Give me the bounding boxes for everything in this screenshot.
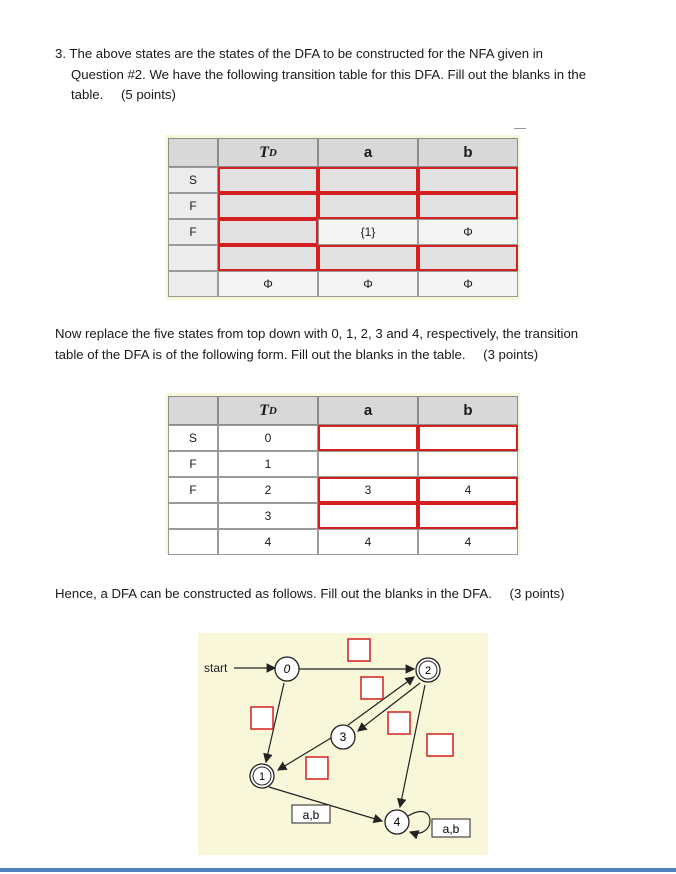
table1-cell-r1-a[interactable] [318,193,418,219]
edge-label-self-loop-4 [432,819,470,837]
table1-cell-r3-td[interactable] [218,245,318,271]
state-1 [250,764,274,788]
table2-header-a: a [318,396,418,425]
table2-header-b: b [418,396,518,425]
table2-header-td-sub: D [268,404,277,417]
transition-table-2 [165,393,520,555]
table1-cell-r2-s: F [168,219,218,245]
dfa-blank-0-1[interactable] [251,707,273,729]
table1-cell-r4-s [168,271,218,297]
table2-header-td [218,396,318,425]
table1-cell-r2-a: {1} [318,219,418,245]
state-4 [385,810,409,834]
table1-cell-r1-b[interactable] [418,193,518,219]
question-line-3-text: table. [71,87,104,102]
dfa-blank-2-3-lower[interactable] [388,712,410,734]
table2-cell-r0-b[interactable] [418,425,518,451]
paragraph-2 [55,324,655,365]
table1-cell-r0-b[interactable] [418,167,518,193]
state-1-label: 1 [258,771,266,783]
table2-cell-r0-td: 0 [218,425,318,451]
edge-label-1-4 [292,805,330,823]
table2-cell-r3-a[interactable] [318,503,418,529]
table1-cell-r3-a[interactable] [318,245,418,271]
table1-cell-r0-td[interactable] [218,167,318,193]
table2-cell-r2-a: 3 [318,477,418,503]
table2-cell-r1-s: F [168,451,218,477]
decorative-rule [514,128,526,129]
table1-cell-r4-b: Φ [418,271,518,297]
table2-cell-r4-a: 4 [318,529,418,555]
dfa-blank-3-2-upper[interactable] [361,677,383,699]
table2-cell-r1-b [418,451,518,477]
table2-cell-r1-a [318,451,418,477]
table2-header-td-letter: T [259,401,269,419]
state-0 [275,657,299,681]
state-2-label: 2 [424,665,432,677]
state-2 [416,658,440,682]
table1-header-td-sub: D [268,146,277,159]
paragraph-3-text: Hence, a DFA can be constructed as follows. Fill out the blanks in the DFA. [55,586,492,601]
transition-table-1 [165,135,520,300]
dfa-blank-2-4[interactable] [427,734,453,756]
table2-cell-r3-s [168,503,218,529]
table2-cell-r2-s: F [168,477,218,503]
table2-cell-r3-td: 3 [218,503,318,529]
self-loop-4 [408,812,430,834]
paragraph-3 [55,584,675,605]
state-4-label: 4 [393,815,401,829]
dfa-start-label: start [204,661,228,675]
edge-label-self-loop-4-text: a,b [442,822,460,836]
question-line-1: 3. The above states are the states of the DFA to be constructed for the NFA given in [55,46,543,61]
table2-cell-r0-s: S [168,425,218,451]
table1-cell-r4-a: Φ [318,271,418,297]
dfa-diagram [198,633,488,855]
paragraph-3-points: (3 points) [509,586,565,601]
table1-cell-r1-s: F [168,193,218,219]
table2-cell-r4-td: 4 [218,529,318,555]
state-3-label: 3 [339,730,347,744]
edge-2-4 [400,685,425,807]
table1-cell-r4-td: Φ [218,271,318,297]
table2-cell-r3-b[interactable] [418,503,518,529]
edge-label-1-4-text: a,b [302,808,320,822]
table2-cell-r0-a[interactable] [318,425,418,451]
table1-cell-r1-td[interactable] [218,193,318,219]
question-line-2: Question #2. We have the following transition table for this DFA. Fill out the blanks in the [71,66,587,82]
table1-cell-r2-td[interactable] [218,219,318,245]
page-bottom-accent-line [0,868,676,872]
state-0-label: 0 [283,662,291,676]
paragraph-2-points: (3 points) [483,346,539,362]
paragraph-2-line-2: table of the DFA is of the following form. Fill out the blanks in the table. [55,346,466,362]
table2-cell-r1-td: 1 [218,451,318,477]
table1-cell-r2-b: Φ [418,219,518,245]
table1-header-b: b [418,138,518,167]
table2-cell-r2-td: 2 [218,477,318,503]
state-3 [331,725,355,749]
table2-cell-r4-b: 4 [418,529,518,555]
table1-cell-r3-b[interactable] [418,245,518,271]
dfa-blank-3-1[interactable] [306,757,328,779]
table1-cell-r3-s [168,245,218,271]
table1-cell-r0-s: S [168,167,218,193]
table1-header-a: a [318,138,418,167]
question-points: (5 points) [120,87,176,102]
dfa-blank-0-2[interactable] [348,639,370,661]
table2-cell-r4-s [168,529,218,555]
paragraph-2-line-1: Now replace the five states from top down with 0, 1, 2, 3 and 4, respectively, the transition [55,326,579,341]
table2-header-state [168,396,218,425]
table2-cell-r2-b: 4 [418,477,518,503]
table1-header-td-letter: T [259,143,269,161]
question-line-3 [55,85,655,106]
question-3-text [55,44,655,106]
table1-cell-r0-a[interactable] [318,167,418,193]
table1-header-td [218,138,318,167]
table1-header-state [168,138,218,167]
